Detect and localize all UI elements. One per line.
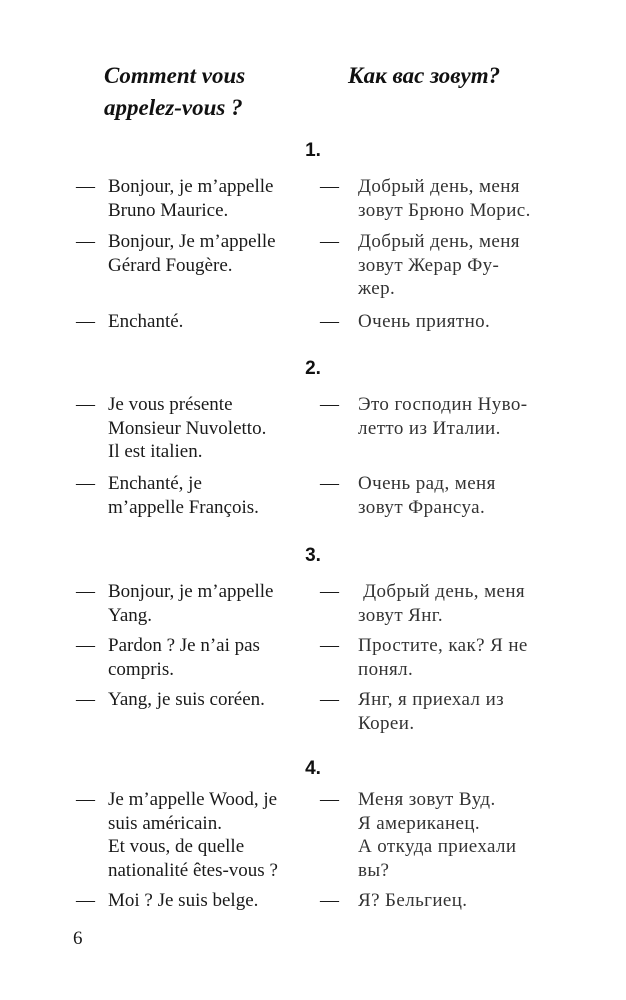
section-number: 4. [305, 758, 321, 779]
russian-line [358, 393, 528, 440]
text-line: suis américain. [108, 812, 222, 834]
text-line: Простите, как? Я не [358, 635, 528, 656]
french-line [108, 634, 260, 681]
french-line [108, 230, 276, 277]
french-line [108, 393, 266, 464]
dash-russian: — [320, 394, 339, 415]
french-line [108, 688, 265, 712]
dash-french: — [76, 789, 95, 810]
text-line: Очень приятно. [358, 311, 491, 332]
dash-french: — [76, 394, 95, 415]
text-line: летто из Италии. [358, 417, 501, 439]
russian-line [358, 788, 516, 882]
dash-french: — [76, 311, 95, 332]
russian-line [358, 688, 504, 735]
french-line [108, 175, 273, 222]
russian-line [358, 472, 496, 519]
text-line: жер. [358, 278, 396, 299]
text-line: Это господин Нуво- [358, 394, 528, 415]
page-number: 6 [73, 928, 83, 949]
text-line: Добрый день, меня [358, 581, 526, 602]
russian-line [358, 634, 528, 681]
dash-russian: — [320, 231, 339, 252]
text-line: вы? [358, 859, 390, 881]
dash-russian: — [320, 473, 339, 494]
dash-french: — [76, 473, 95, 494]
text-line: Enchanté, je [108, 473, 202, 494]
text-line: Янг, я приехал из [358, 689, 505, 710]
russian-line [358, 310, 490, 334]
section-number: 2. [305, 358, 321, 379]
title-french: Comment vous appelez-vous ? [104, 63, 246, 120]
section-number: 1. [305, 140, 321, 161]
title-russian: Как вас зовут? [348, 63, 501, 88]
dash-russian: — [320, 635, 339, 656]
dash-french: — [76, 635, 95, 656]
text-line: Yang, je suis coréen. [108, 689, 265, 710]
dash-russian: — [320, 890, 339, 911]
dash-russian: — [320, 311, 339, 332]
russian-line [358, 230, 520, 301]
russian-line [358, 175, 531, 222]
text-line: Monsieur Nuvoletto. [108, 417, 267, 439]
text-line: зовут Брюно Морис. [358, 199, 531, 221]
text-line: зовут Жерар Фу- [358, 254, 500, 276]
text-line: Enchanté. [108, 311, 184, 332]
dash-french: — [76, 890, 95, 911]
text-line: compris. [108, 658, 174, 680]
text-line: m’appelle François. [108, 496, 259, 518]
text-line: Bonjour, Je m’appelle [108, 231, 276, 252]
text-line: Bonjour, je m’appelle [108, 176, 274, 197]
dash-russian: — [320, 176, 339, 197]
french-line [108, 472, 259, 519]
dash-french: — [76, 176, 95, 197]
text-line: Je vous présente [108, 394, 233, 415]
text-line: Je m’appelle Wood, je [108, 789, 278, 810]
french-line [108, 889, 258, 913]
text-line: Bruno Maurice. [108, 199, 229, 221]
text-line: зовут Янг. [358, 604, 444, 626]
text-line: зовут Франсуа. [358, 496, 486, 518]
text-line: Pardon ? Je n’ai pas [108, 635, 260, 656]
text-line: Я? Бельгиец. [358, 890, 468, 911]
text-line: понял. [358, 658, 414, 680]
text-line: nationalité êtes-vous ? [108, 859, 278, 881]
text-line: Добрый день, меня [358, 176, 520, 197]
text-line: Gérard Fougère. [108, 254, 233, 276]
text-line: Кореи. [358, 712, 415, 734]
dash-russian: — [320, 581, 339, 602]
dash-french: — [76, 231, 95, 252]
text-line: Добрый день, меня [358, 231, 520, 252]
russian-line [358, 889, 467, 913]
text-line: Очень рад, меня [358, 473, 496, 494]
dash-russian: — [320, 689, 339, 710]
text-line: Et vous, de quelle [108, 836, 245, 857]
text-line: Moi ? Je suis belge. [108, 890, 259, 911]
text-line: Yang. [108, 604, 153, 626]
dash-russian: — [320, 789, 339, 810]
text-line: Bonjour, je m’appelle [108, 581, 274, 602]
french-line [108, 310, 183, 334]
section-number: 3. [305, 545, 321, 566]
french-line [108, 580, 273, 627]
text-line: Меня зовут Вуд. [358, 789, 496, 810]
text-line: Я американец. [358, 812, 481, 834]
dash-french: — [76, 689, 95, 710]
russian-line [358, 580, 525, 627]
text-line: А откуда приехали [358, 836, 517, 857]
french-line [108, 788, 278, 882]
dash-french: — [76, 581, 95, 602]
text-line: Il est italien. [108, 441, 203, 462]
